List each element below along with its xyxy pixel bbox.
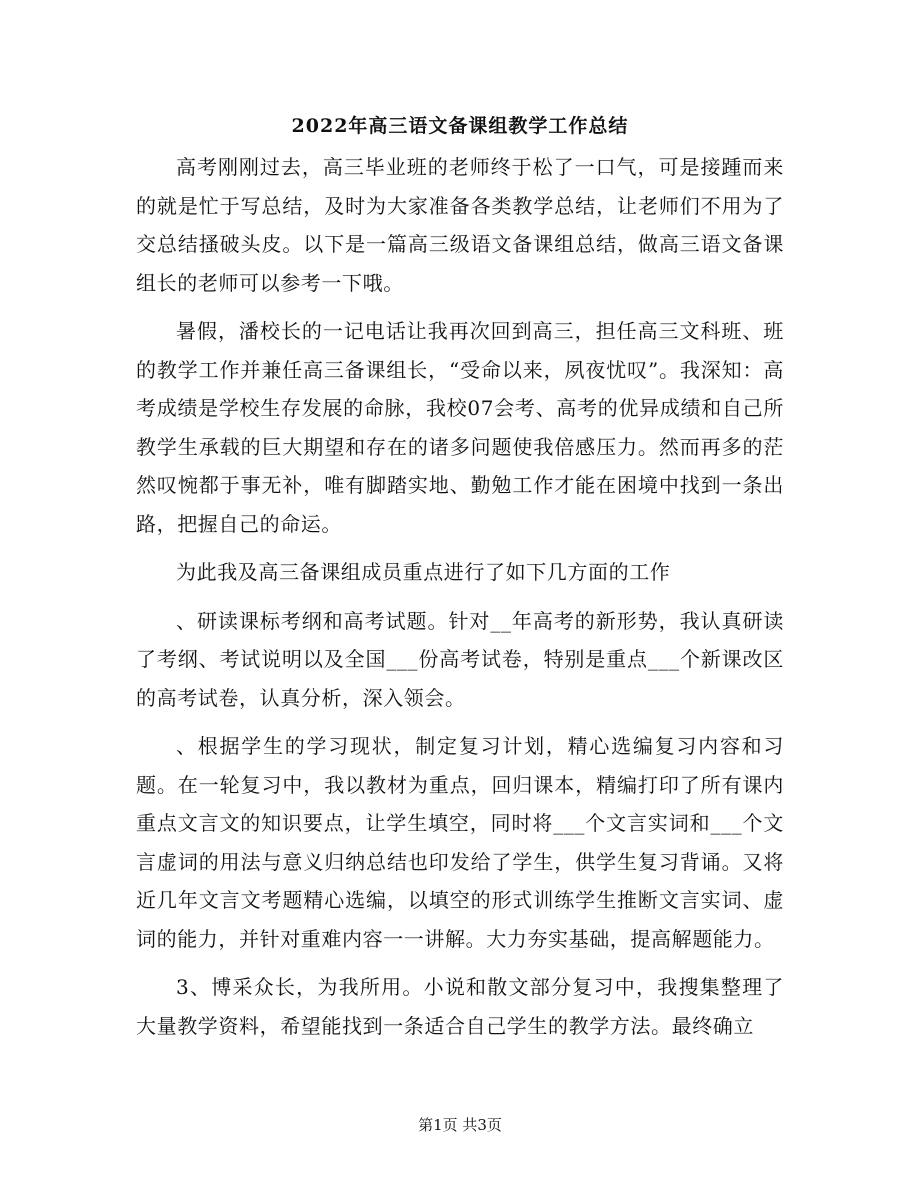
paragraph-item-1: 、研读课标考纲和高考试题。针对__年高考的新形势，我认真研读了考纲、考试说明以及全国___份高考试卷，特别是重点___个新课改区的高考试卷，认真分析，深入领会。 — [136, 608, 784, 710]
document-body — [136, 148, 784, 1055]
document-title: 2022年高三语文备课组教学工作总结 — [291, 115, 629, 137]
page-footer: 第1页 共3页 — [418, 1116, 502, 1134]
paragraph-background: 暑假，潘校长的一记电话让我再次回到高三，担任高三文科班、班的教学工作并兼任高三备课组长，“受命以来，夙夜忧叹”。我深知：高考成绩是学校生存发展的命脉，我校07会考、高考的优异成绩和自己所教学生承载的巨大期望和存在的诸多问题使我倍感压力。然而再多的茫然叹惋都于事无补，唯有脚踏实地、勤勉工作才能在困境中找到一条出路，把握自己的命运。 — [136, 319, 784, 536]
paragraph-item-3: 3、博采众长，为我所用。小说和散文部分复习中，我搜集整理了大量教学资料，希望能找到一条适合自己学生的教学方法。最终确立 — [136, 975, 784, 1038]
paragraph-intro: 高考刚刚过去，高三毕业班的老师终于松了一口气，可是接踵而来的就是忙于写总结，及时为大家准备各类教学总结，让老师们不用为了交总结搔破头皮。以下是一篇高三级语文备课组总结，做高三语文备课组长的老师可以参考一下哦。 — [136, 155, 784, 295]
paragraph-item-2: 、根据学生的学习现状，制定复习计划，精心选编复习内容和习题。在一轮复习中，我以教材为重点，回归课本，精编打印了所有课内重点文言文的知识要点，让学生填空，同时将___个文言实词和___个文言虚词的用法与意义归纳总结也印发给了学生，供学生复习背诵。又将近几年文言文考题精心选编，以填空的形式训练学生推断文言实词、虚词的能力，并针对重难内容一一讲解。大力夯实基础，提高解题能力。 — [136, 734, 784, 951]
paragraph-overview: 为此我及高三备课组成员重点进行了如下几方面的工作 — [176, 560, 671, 584]
